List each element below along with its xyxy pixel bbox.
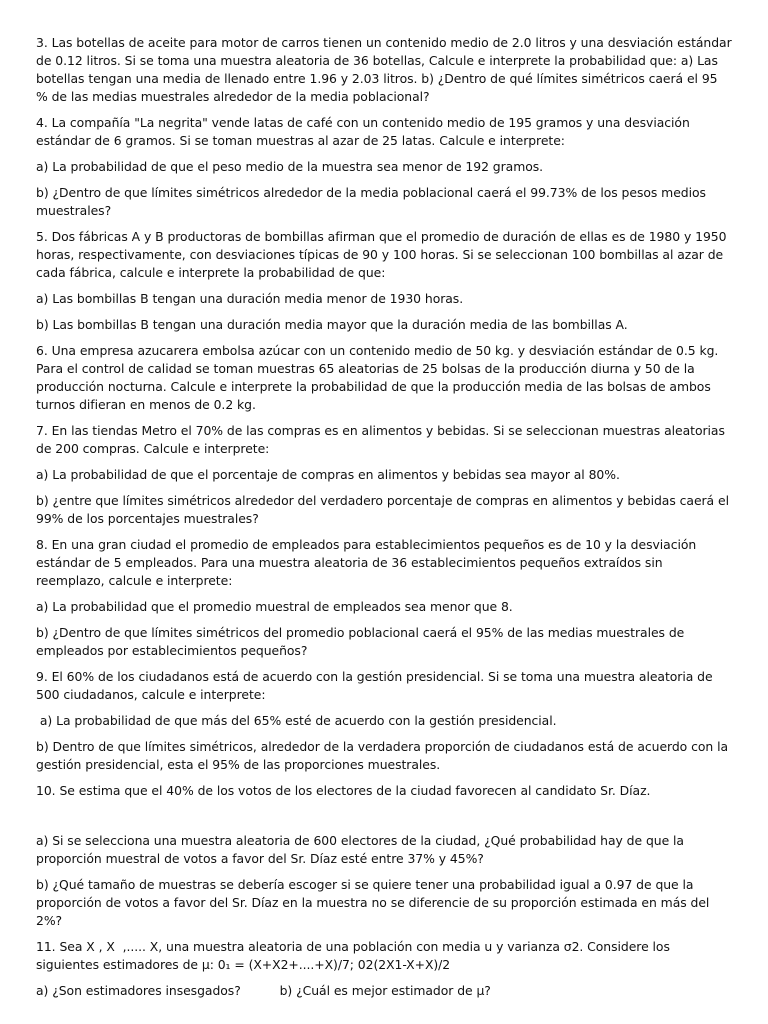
problem-3: 3. Las botellas de aceite para motor de carros tienen un contenido medio de 2.0 litros y una desviación estándar de 0.12 litros. Si se toma una muestra aleatoria de 36 botellas, Calcule e interprete la probabilidad que: a) Las botellas tengan una media de llenado entre 1.96 y 2.03 litros. b) ¿Dentro de qué límites simétricos caerá el 95 % de las medias muestrales alrededor de la media poblacional? — [36, 35, 736, 104]
problem-4: 4. La compañía "La negrita" vende latas de café con un contenido medio de 195 gramos y una desviación estándar de 6 gramos. Si se toman muestras al azar de 25 latas. Calcule e interprete: — [36, 115, 694, 148]
problem-7: 7. En las tiendas Metro el 70% de las compras es en alimentos y bebidas. Si se seleccionan muestras aleatorias de 200 compras. Calcule e interprete: — [36, 423, 729, 456]
problem-6: 6. Una empresa azucarera embolsa azúcar con un contenido medio de 50 kg. y desviación estándar de 0.5 kg. Para el control de calidad se toman muestras 65 aleatorias de 25 bolsas de la producción diurna y 50 de la producción nocturna. Calcule e interprete la probabilidad de que la producción media de las bolsas de ambos turnos difieran en menos de 0.2 kg. — [36, 343, 723, 412]
problem-7-part-b: b) ¿entre que límites simétricos alrededor del verdadero porcentaje de compras en alimentos y bebidas caerá el 99% de los porcentajes muestrales? — [36, 493, 733, 526]
problem-10: 10. Se estima que el 40% de los votos de los electores de la ciudad favorecen al candidato Sr. Díaz. — [36, 783, 651, 798]
problem-4-part-a: a) La probabilidad de que el peso medio de la muestra sea menor de 192 gramos. — [36, 159, 544, 174]
problem-9-part-b: b) Dentro de que límites simétricos, alrededor de la verdadera proporción de ciudadanos está de acuerdo con la gestión presidencial, esta el 95% de las proporciones muestrales. — [36, 739, 732, 772]
problem-8-part-b: b) ¿Dentro de que límites simétricos del promedio poblacional caerá el 95% de las medias muestrales de empleados por establecimientos pequeños? — [36, 625, 689, 658]
problem-7-part-a: a) La probabilidad de que el porcentaje de compras en alimentos y bebidas sea mayor al 80%. — [36, 467, 620, 482]
document-page — [36, 34, 736, 1008]
problem-11: 11. Sea X , X ,..... X, una muestra aleatoria de una población con media u y varianza σ2. Considere los siguientes estimadores de μ: 0₁ = (X+X2+....+X)/7; 02(2X1-X+X)/2 — [36, 939, 674, 972]
problem-4-part-b: b) ¿Dentro de que límites simétricos alrededor de la media poblacional caerá el 99.73% de los pesos medios muestrales? — [36, 185, 710, 218]
problem-10-part-b: b) ¿Qué tamaño de muestras se debería escoger si se quiere tener una probabilidad igual a 0.97 de que la proporción de votos a favor del Sr. Díaz en la muestra no se diferencie de su proporción estimada en más del 2%? — [36, 877, 714, 928]
problem-5-part-b: b) Las bombillas B tengan una duración media mayor que la duración media de las bombillas A. — [36, 317, 628, 332]
problem-5: 5. Dos fábricas A y B productoras de bombillas afirman que el promedio de duración de ellas es de 1980 y 1950 horas, respectivamente, con desviaciones típicas de 90 y 100 horas. Si se seleccionan 100 bombillas al azar de cada fábrica, calcule e interprete la probabilidad de que: — [36, 229, 731, 280]
problem-11-parts: a) ¿Son estimadores insesgados? b) ¿Cuál es mejor estimador de μ? — [36, 983, 491, 998]
problem-8: 8. En una gran ciudad el promedio de empleados para establecimientos pequeños es de 10 y la desviación estándar de 5 empleados. Para una muestra aleatoria de 36 establecimientos pequeños extraídos sin reemplazo, calcule e interprete: — [36, 537, 701, 588]
problem-5-part-a: a) Las bombillas B tengan una duración media menor de 1930 horas. — [36, 291, 464, 306]
problem-9-part-a: a) La probabilidad de que más del 65% esté de acuerdo con la gestión presidencial. — [36, 713, 557, 728]
problem-9: 9. El 60% de los ciudadanos está de acuerdo con la gestión presidencial. Si se toma una muestra aleatoria de 500 ciudadanos, calcule e interprete: — [36, 669, 717, 702]
problem-10-part-a: a) Si se selecciona una muestra aleatoria de 600 electores de la ciudad, ¿Qué probabilidad hay de que la proporción muestral de votos a favor del Sr. Díaz esté entre 37% y 45%? — [36, 833, 688, 866]
problem-8-part-a: a) La probabilidad que el promedio muestral de empleados sea menor que 8. — [36, 599, 513, 614]
